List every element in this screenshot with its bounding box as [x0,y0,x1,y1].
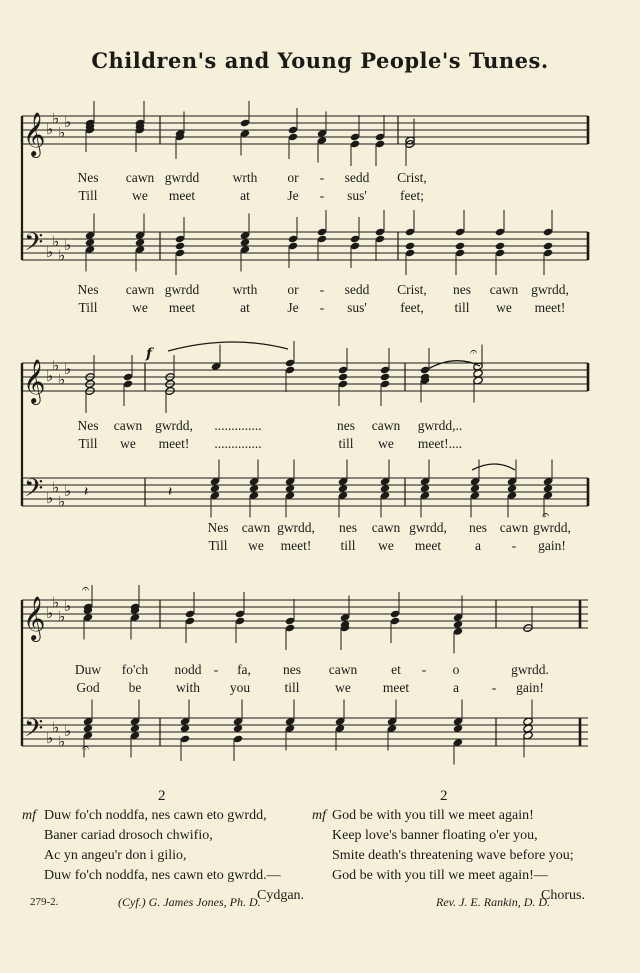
lyric-syllable: o [452,662,460,677]
note-head [495,242,505,251]
lyric-syllable: gwrdd,.. [417,418,463,433]
fermata-icon: 𝄐 [470,345,478,360]
lyric-syllable: at [240,300,250,315]
lyric-syllable: nes [283,662,301,677]
rest-icon: 𝄽 [168,484,173,500]
tie [472,464,515,470]
lyric-syllable: cawn [489,282,519,297]
flat-icon: ♭ [46,729,54,747]
lyric-syllable: gain! [538,538,566,553]
flat-icon: ♭ [46,367,54,385]
lyric-syllable: meet! [534,300,566,315]
lyric-syllable: gwrdd, [531,282,569,297]
lyric-syllable: meet! [158,436,190,451]
flat-icon: ♭ [58,246,66,265]
flat-icon: ♭ [46,489,54,507]
lyric-syllable: or [287,282,299,297]
lyric-syllable: meet [414,538,442,553]
lyric-syllable: cawn [328,662,358,677]
lyric-syllable: feet; [400,188,424,203]
flat-icon: ♭ [52,109,60,128]
lyric-syllable: - [319,300,325,315]
lyric-syllable: a [453,680,459,695]
lyric-syllable: Crist, [397,170,427,185]
bass-clef-icon: 𝄢 [24,474,44,509]
refrain-label-english: Chorus. [541,888,585,903]
lyric-syllable: - [511,538,517,553]
lyric-syllable: we [378,436,394,451]
verse-number-welsh: 2 [158,788,166,804]
lyric-syllable: .............. [214,418,262,433]
note-head [455,242,465,251]
note-head [405,242,415,251]
dynamic-mf-english: mf [312,808,326,823]
flat-icon: ♭ [58,370,66,389]
lyric-syllable: wrth [232,170,258,185]
lyric-syllable: gwrdd, [277,520,315,535]
lyric-syllable: sus' [347,300,367,315]
fermata-icon: 𝄐 [82,582,90,597]
flat-icon: ♭ [58,123,66,142]
lyric-syllable: gwrdd [164,170,200,185]
lyric-syllable: till [454,300,470,315]
flat-icon: ♭ [52,718,60,737]
lyric-syllable: - [319,282,325,297]
english-verse-line: God be with you till we meet again! [332,808,534,823]
welsh-verse-line: Duw fo'ch noddfa, nes cawn eto gwrdd.— [44,868,281,883]
lyric-syllable: gwrdd, [533,520,571,535]
rest-icon: 𝄽 [84,484,89,500]
flat-icon: ♭ [58,732,66,751]
fermata-icon: 𝄐 [542,508,550,523]
author-credit: Rev. J. E. Rankin, D. D. [436,895,551,909]
lyric-syllable: - [213,662,219,677]
lyric-syllable: Nes [77,170,99,185]
lyric-syllable: God [76,680,100,695]
lyric-syllable: till [340,538,356,553]
flat-icon: ♭ [46,243,54,261]
lyric-syllable: till [338,436,354,451]
flat-icon: ♭ [64,360,72,378]
lyric-syllable: Je [287,188,299,203]
lyric-syllable: - [319,170,325,185]
lyric-syllable: meet [168,300,196,315]
lyric-syllable: cawn [125,170,155,185]
verse-number-english: 2 [440,788,448,804]
treble-clef-icon: 𝄞 [23,112,46,156]
lyric-syllable: Duw [74,662,102,677]
dynamic-forte: f [146,346,153,362]
note-head [175,242,185,251]
lyric-syllable: meet [382,680,410,695]
flat-icon: ♭ [52,356,60,375]
composer-credit: (Cyf.) G. James Jones, Ph. D. [118,895,261,909]
lyric-syllable: gwrdd, [155,418,193,433]
lyric-syllable: nes [339,520,357,535]
lyric-syllable: fo'ch [121,662,149,677]
bass-clef-icon: 𝄢 [24,228,44,263]
lyric-syllable: gwrdd. [511,662,549,677]
flat-icon: ♭ [52,232,60,251]
lyric-syllable: we [335,680,351,695]
lyric-syllable: meet [168,188,196,203]
lyric-syllable: nodd [174,662,202,677]
lyric-syllable: we [132,188,148,203]
lyric-syllable: Till [208,538,228,553]
lyric-syllable: et [391,662,401,677]
note-head [380,373,390,382]
english-verse-line: God be with you till we meet again!— [332,868,548,883]
lyric-syllable: Till [78,436,98,451]
welsh-verse-line: Baner cariad drosoch chwifio, [44,828,213,843]
lyric-syllable: sedd [344,170,370,185]
lyric-syllable: Till [78,188,98,203]
lyric-syllable: we [378,538,394,553]
note-head [338,373,348,382]
flat-icon: ♭ [64,113,72,131]
refrain-label-welsh: Cydgan. [257,888,305,903]
flat-icon: ♭ [64,597,72,615]
lyric-syllable: cawn [371,418,401,433]
lyric-syllable: Till [78,300,98,315]
lyric-syllable: Je [287,300,299,315]
english-verse-line: Smite death's threatening wave before you; [332,848,574,863]
lyric-syllable: feet, [400,300,424,315]
lyric-syllable: gwrdd [164,282,200,297]
lyric-syllable: cawn [241,520,271,535]
bass-clef-icon: 𝄢 [24,714,44,749]
english-verse-line: Keep love's banner floating o'er you, [332,828,538,843]
lyric-syllable: be [128,680,142,695]
lyric-syllable: meet! [280,538,312,553]
flat-icon: ♭ [52,478,60,497]
lyric-syllable: - [491,680,497,695]
lyric-syllable: sedd [344,282,370,297]
flat-icon: ♭ [46,120,54,138]
lyric-syllable: you [229,680,251,695]
lyric-syllable: Crist, [397,282,427,297]
dynamic-mf-welsh: mf [22,808,36,823]
flat-icon: ♭ [46,604,54,622]
lyric-syllable: at [240,188,250,203]
lyric-syllable: .............. [214,436,262,451]
lyric-syllable: nes [469,520,487,535]
fermata-icon: 𝄐 [82,741,90,756]
lyric-syllable: nes [337,418,355,433]
page-title: Children's and Young People's Tunes. [91,48,549,73]
lyric-syllable: nes [453,282,471,297]
lyric-syllable: we [120,436,136,451]
slur [428,361,480,369]
lyric-syllable: cawn [499,520,529,535]
lyric-syllable: meet!.... [417,436,463,451]
flat-icon: ♭ [52,593,60,612]
flat-icon: ♭ [64,482,72,500]
welsh-verse-line: Duw fo'ch noddfa, nes cawn eto gwrdd, [44,808,267,823]
lyric-syllable: we [132,300,148,315]
page-number: 279-2. [30,896,59,908]
lyric-syllable: - [421,662,427,677]
lyric-syllable: sus' [347,188,367,203]
lyric-syllable: Nes [207,520,229,535]
lyric-syllable: we [248,538,264,553]
note-head [543,242,553,251]
lyric-syllable: a [475,538,481,553]
slur [168,342,288,351]
lyric-syllable: with [175,680,201,695]
lyric-syllable: we [496,300,512,315]
lyric-syllable: Nes [77,282,99,297]
lyric-syllable: Nes [77,418,99,433]
treble-clef-icon: 𝄞 [23,359,46,403]
lyric-syllable: cawn [125,282,155,297]
lyric-syllable: cawn [113,418,143,433]
flat-icon: ♭ [58,492,66,511]
lyric-syllable: or [287,170,299,185]
treble-clef-icon: 𝄞 [23,596,46,640]
lyric-syllable: wrth [232,282,258,297]
lyric-syllable: cawn [371,520,401,535]
lyric-syllable: - [319,188,325,203]
lyric-syllable: gwrdd, [409,520,447,535]
welsh-verse-line: Ac yn angeu'r don i gilio, [44,848,187,863]
lyric-syllable: fa, [237,662,251,677]
flat-icon: ♭ [64,236,72,254]
lyric-syllable: gain! [516,680,544,695]
lyric-syllable: till [284,680,300,695]
flat-icon: ♭ [64,722,72,740]
flat-icon: ♭ [58,607,66,626]
